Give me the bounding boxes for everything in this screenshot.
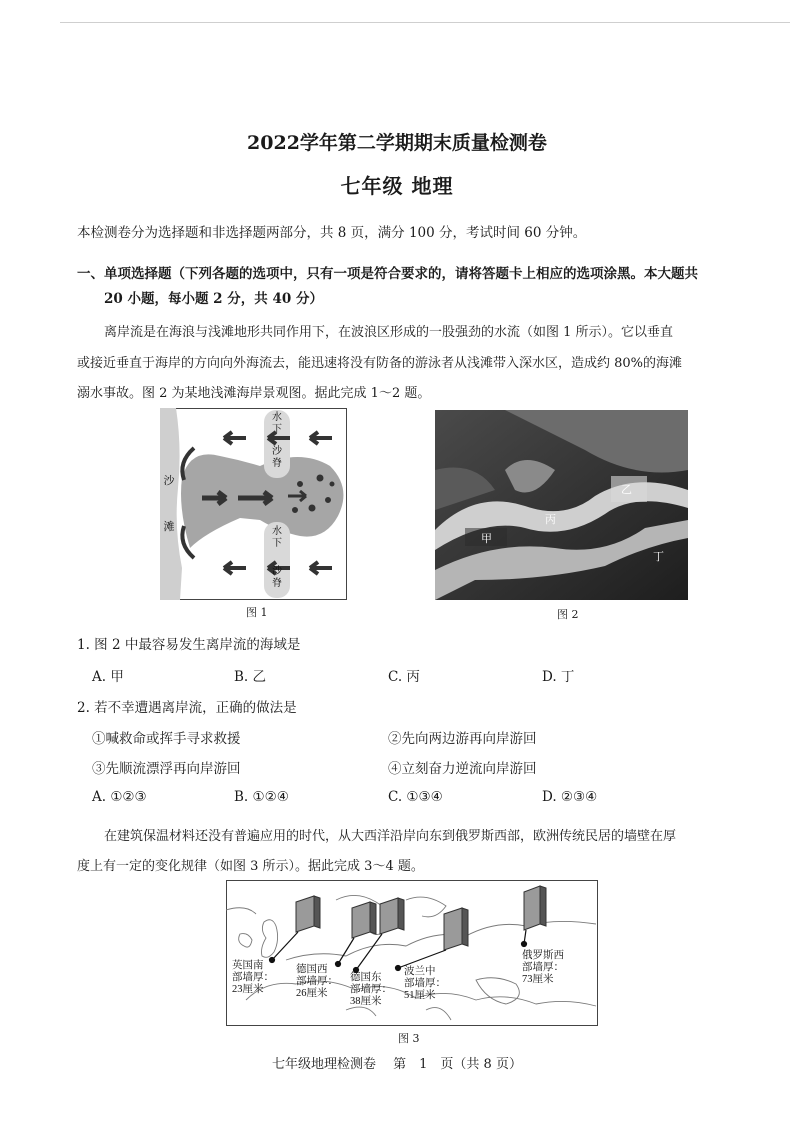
wall-label-line: 部墙厚： xyxy=(296,976,338,987)
fig1-beach-label: 滩 xyxy=(163,521,175,533)
wall-label-line: 部墙厚： xyxy=(350,984,392,995)
wall-label-line: 26厘米 xyxy=(296,988,328,999)
fig1-sand-label: 沙 xyxy=(163,475,175,487)
q2-statement-1: ①喊救命或挥手寻求救援 xyxy=(92,731,241,747)
fig1-bar-bottom-char: 水 xyxy=(272,526,282,537)
fig2-label-jia: 甲 xyxy=(481,533,492,545)
q1-option-b: B. 乙 xyxy=(234,669,267,685)
q2-statement-4: ④立刻奋力逆流向岸游回 xyxy=(388,761,537,777)
wall-label-line: 38厘米 xyxy=(350,996,382,1007)
wall-label-line: 23厘米 xyxy=(232,984,264,995)
figure3-europe-wall-map xyxy=(226,880,598,1026)
q1-option-d: D. 丁 xyxy=(542,669,575,685)
q2-option-c: C. ①③④ xyxy=(388,789,443,805)
exam-title: 2022学年第二学期期末质量检测卷 xyxy=(247,132,547,154)
figure2-caption: 图 2 xyxy=(557,608,579,621)
exam-intro: 本检测卷分为选择题和非选择题两部分，共 8 页，满分 100 分，考试时间 60 分钟。 xyxy=(77,225,587,241)
figure1-caption: 图 1 xyxy=(246,606,268,619)
passage1-line3: 溺水事故。图 2 为某地浅滩海岸景观图。据此完成 1～2 题。 xyxy=(77,386,431,401)
fig2-label-yi: 乙 xyxy=(621,484,632,496)
fig1-bar-bottom-char: 沙 xyxy=(272,566,282,577)
fig1-bar-bottom-char: 脊 xyxy=(272,578,282,589)
q2-option-d: D. ②③④ xyxy=(542,789,598,805)
wall-label-line: 德国西 xyxy=(296,964,328,975)
page-footer: 七年级地理检测卷 第 1 页（共 8 页） xyxy=(272,1057,522,1072)
wall-label-line: 部墙厚： xyxy=(232,972,274,983)
fig2-label-ding: 丁 xyxy=(653,551,664,563)
wall-label-line: 部墙厚： xyxy=(404,978,446,989)
wall-label-line: 51厘米 xyxy=(404,990,436,1001)
figure1-rip-current-diagram xyxy=(160,408,347,600)
passage2-line1: 在建筑保温材料还没有普遍应用的时代，从大西洋沿岸向东到俄罗斯西部，欧洲传统民居的墙壁在厚 xyxy=(104,829,677,844)
wall-label-line: 俄罗斯西 xyxy=(522,950,564,961)
section1-heading-line1: 一、单项选择题（下列各题的选项中，只有一项是符合要求的，请将答题卡上相应的选项涂黑。本大题共 xyxy=(77,266,698,282)
passage1-line2: 或接近垂直于海岸的方向向外海流去，能迅速将没有防备的游泳者从浅滩带入深水区，造成约 80%的海滩 xyxy=(77,356,683,371)
wall-label-line: 英国南 xyxy=(232,960,264,971)
page-top-rule xyxy=(60,22,790,23)
q2-statement-3: ③先顺流漂浮再向岸游回 xyxy=(92,761,241,777)
fig1-bar-bottom-char: 下 xyxy=(272,538,282,549)
fig1-bar-top-char: 下 xyxy=(272,424,282,435)
exam-subtitle: 七年级 地理 xyxy=(340,174,454,198)
fig2-label-bing: 丙 xyxy=(545,514,556,526)
fig1-bar-top-char: 水 xyxy=(272,412,282,423)
wall-label-line: 波兰中 xyxy=(404,966,436,977)
q1-option-c: C. 丙 xyxy=(388,669,420,685)
q1-option-a: A. 甲 xyxy=(92,669,124,685)
q2-option-b: B. ①②④ xyxy=(234,789,289,805)
fig1-bar-top-char: 脊 xyxy=(272,458,282,469)
figure3-caption: 图 3 xyxy=(398,1032,420,1045)
q2-stem: 2. 若不幸遭遇离岸流，正确的做法是 xyxy=(77,700,297,716)
passage1-line1: 离岸流是在海浪与浅滩地形共同作用下，在波浪区形成的一股强劲的水流（如图 1 所示）。它以垂直 xyxy=(104,325,674,340)
wall-label-line: 部墙厚： xyxy=(522,962,564,973)
q2-option-a: A. ①②③ xyxy=(92,789,147,805)
fig1-bar-top-char: 沙 xyxy=(272,446,282,457)
section1-heading-line2: 20 小题，每小题 2 分，共 40 分） xyxy=(104,291,323,307)
q1-stem: 1. 图 2 中最容易发生离岸流的海域是 xyxy=(77,637,301,653)
passage2-line2: 度上有一定的变化规律（如图 3 所示）。据此完成 3～4 题。 xyxy=(77,859,424,874)
figure2-beach-photo xyxy=(435,410,688,600)
wall-label-line: 73厘米 xyxy=(522,974,554,985)
wall-label-line: 德国东 xyxy=(350,972,382,983)
q2-statement-2: ②先向两边游再向岸游回 xyxy=(388,731,537,747)
